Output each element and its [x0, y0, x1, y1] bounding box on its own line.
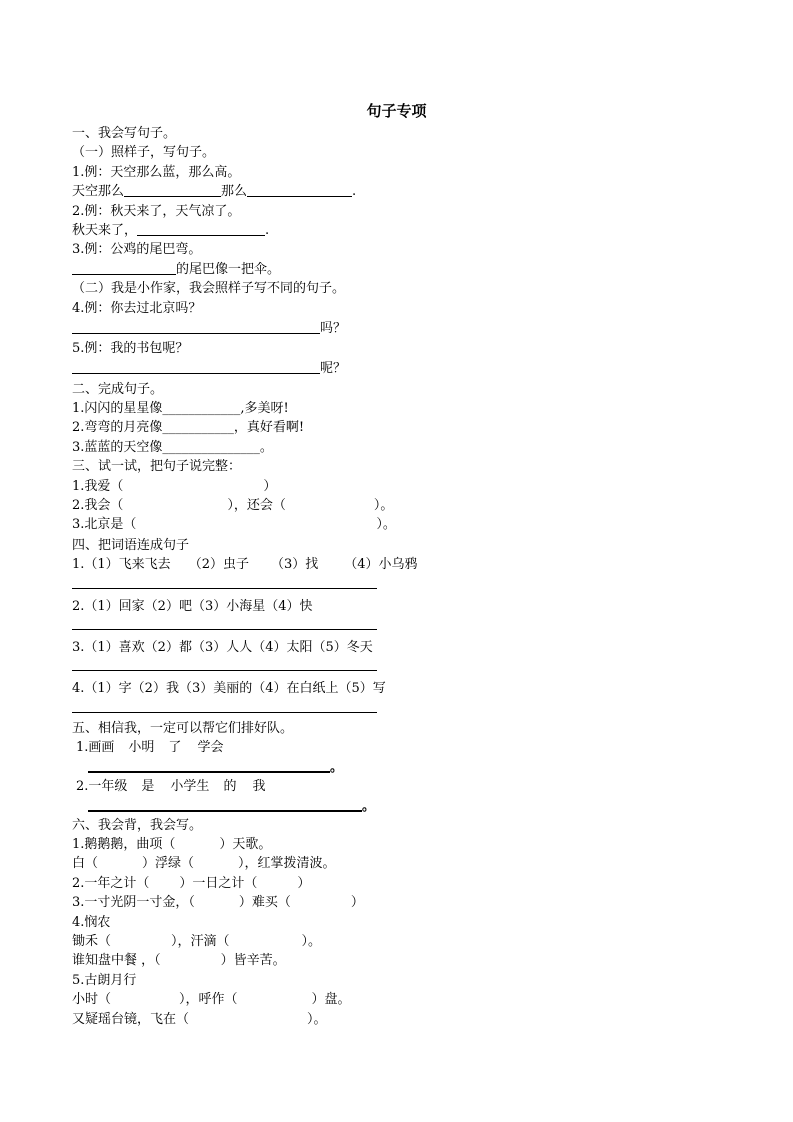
example-2: 2.例：秋天来了，天气凉了。	[72, 203, 241, 219]
s6-line-8: 5.古朗月行	[72, 972, 137, 988]
example-3: 3.例：公鸡的尾巴弯。	[72, 242, 202, 258]
s3-line-2-a: 2.我会（	[72, 498, 124, 514]
s6-line-2-b: ）浮绿（	[142, 856, 195, 872]
answer-1-end: .	[352, 184, 357, 200]
s3-line-3-a: 3.北京是（	[72, 517, 137, 533]
section-4-heading: 四、把词语连成句子	[72, 537, 190, 553]
s3-line-3	[72, 515, 712, 535]
answer-line-s4-2[interactable]	[72, 616, 377, 630]
s6-line-7-a: 谁知盘中餐 ，（	[72, 953, 161, 969]
s4-q1-d: （4）小乌鸦	[344, 557, 418, 573]
s6-line-3-b: ）一日之计（	[179, 875, 258, 891]
s2-line-3: 3.蓝蓝的天空像_______________。	[72, 439, 273, 455]
page-title: 句子专项	[366, 102, 427, 120]
answer-line-5	[72, 359, 712, 379]
s5-q1-c: 了	[168, 740, 182, 756]
worksheet-content	[72, 124, 712, 1029]
s2-line-1: 1.闪闪的星星像____________,多美呀!	[72, 401, 289, 417]
example-1: 1.例：天空那么蓝，那么高。	[72, 164, 241, 180]
s4-q1	[72, 555, 712, 574]
answer-line-2	[72, 221, 712, 240]
s6-line-2-a: 白（	[72, 856, 99, 872]
s6-line-4	[72, 893, 712, 912]
s5-q1	[72, 738, 712, 757]
section-1-sub1: （一）照样子，写句子。	[72, 145, 216, 161]
s6-line-6	[72, 932, 712, 951]
answer-line-s4-1[interactable]	[72, 575, 377, 589]
s5-q1-b: 小明	[128, 740, 155, 756]
s5-q2-d: 的	[223, 778, 237, 794]
s6-line-3	[72, 874, 712, 893]
section-6-heading: 六、我会背，我会写。	[72, 817, 203, 833]
s6-line-5: 4.悯农	[72, 914, 111, 930]
s6-line-2	[72, 854, 712, 873]
s6-line-9	[72, 990, 712, 1009]
s3-line-1-b: ）	[263, 478, 277, 494]
s6-line-3-a: 2.一年之计（	[72, 875, 150, 891]
s4-q4: 4.（1）字（2）我（3）美丽的（4）在白纸上（5）写	[72, 681, 386, 697]
s3-line-1	[72, 477, 712, 496]
s6-line-6-b: ），汗滴（	[171, 933, 230, 949]
s6-line-4-b: ）难买（	[238, 895, 291, 911]
s2-line-2: 2.弯弯的月亮像___________，真好看啊!	[72, 420, 305, 436]
s5-q2-a: 2.一年级	[76, 778, 128, 794]
s6-line-6-a: 锄禾（	[72, 933, 112, 949]
example-4: 4.例：你去过北京吗？	[72, 300, 202, 316]
answer-4-end: 吗？	[320, 320, 347, 336]
answer-1-mid: 那么	[221, 184, 248, 200]
section-1-heading: 一、我会写句子。	[72, 126, 177, 141]
s5-answer-1	[72, 757, 712, 776]
s5-q2-e: 我	[252, 778, 266, 794]
s4-q1-b: （2）虫子	[188, 557, 249, 573]
answer-line-1	[72, 182, 712, 201]
s4-q3: 3.（1）喜欢（2）都（3）人人（4）太阳（5）冬天	[72, 639, 373, 655]
blank-5[interactable]	[72, 359, 320, 374]
blank-3[interactable]	[72, 260, 176, 275]
s4-q1-a: 1.（1）飞来飞去	[72, 557, 171, 573]
blank-s5-2[interactable]	[88, 796, 362, 812]
blank-4[interactable]	[72, 319, 320, 334]
s6-line-7	[72, 951, 712, 970]
s4-q1-c: （3）找	[270, 557, 319, 573]
s4-q2: 2.（1）回家（2）吧（3）小海星（4）快	[72, 598, 313, 614]
s6-line-10-b: ）。	[307, 1011, 327, 1027]
s5-q2-b: 是	[141, 778, 155, 794]
answer-line-4	[72, 319, 712, 339]
s6-line-3-c: ）	[297, 875, 311, 891]
s6-line-9-b: ），呼作（	[179, 992, 238, 1008]
answer-2-prefix: 秋天来了，	[72, 222, 138, 238]
answer-1-prefix: 天空那么	[72, 184, 125, 200]
s3-line-3-b: ）。	[376, 517, 396, 533]
s6-line-6-c: ）。	[301, 933, 322, 949]
answer-2-end: .	[265, 222, 270, 238]
section-2-heading: 二、完成句子。	[72, 381, 164, 397]
s6-line-1-a: 1.鹅鹅鹅，曲项（	[72, 837, 176, 853]
answer-5-end: 呢？	[320, 361, 347, 377]
s5-answer-2-end: 。	[362, 799, 376, 815]
s6-line-10	[72, 1010, 712, 1029]
example-5: 5.例：我的书包呢？	[72, 341, 189, 357]
s3-line-1-a: 1.我爱（	[72, 478, 124, 494]
section-1-sub2: （二）我是小作家，我会照样子写不同的句子。	[72, 281, 346, 297]
blank-s5-1[interactable]	[88, 757, 330, 773]
s6-line-2-c: ），红掌拨清波。	[238, 856, 336, 872]
s3-line-2-b: ），还会（	[227, 498, 286, 514]
s6-line-4-c: ）	[350, 895, 364, 911]
s3-line-2-c: ）。	[373, 498, 394, 514]
blank-1a[interactable]	[124, 182, 221, 197]
s6-line-4-a: 3.一寸光阴一寸金，（	[72, 895, 195, 911]
s6-line-10-a: 又疑瑶台镜，飞在（	[72, 1011, 190, 1027]
blank-2[interactable]	[137, 221, 265, 236]
s6-line-7-b: ）皆辛苦。	[220, 953, 286, 969]
s5-q2-c: 小学生	[170, 778, 210, 794]
section-5-heading: 五、相信我，一定可以帮它们排好队。	[72, 720, 294, 736]
s6-line-9-a: 小时（	[72, 992, 112, 1008]
s6-line-1	[72, 835, 712, 854]
answer-line-s4-3[interactable]	[72, 657, 377, 671]
blank-1b[interactable]	[247, 182, 352, 197]
answer-line-s4-4[interactable]	[72, 699, 377, 713]
s5-q1-d: 学会	[197, 740, 224, 756]
answer-3-suffix: 的尾巴像一把伞。	[176, 261, 281, 277]
s5-answer-1-end: 。	[330, 760, 344, 776]
s5-q1-a: 1.画画	[76, 740, 115, 756]
s3-line-2	[72, 496, 712, 515]
s5-q2	[72, 777, 712, 796]
s5-answer-2	[72, 796, 712, 815]
section-3-heading: 三、试一试，把句子说完整：	[72, 459, 242, 475]
answer-line-3	[72, 260, 712, 279]
s6-line-9-c: ）盘。	[311, 992, 351, 1008]
s6-line-1-b: ）天歌。	[219, 837, 272, 853]
